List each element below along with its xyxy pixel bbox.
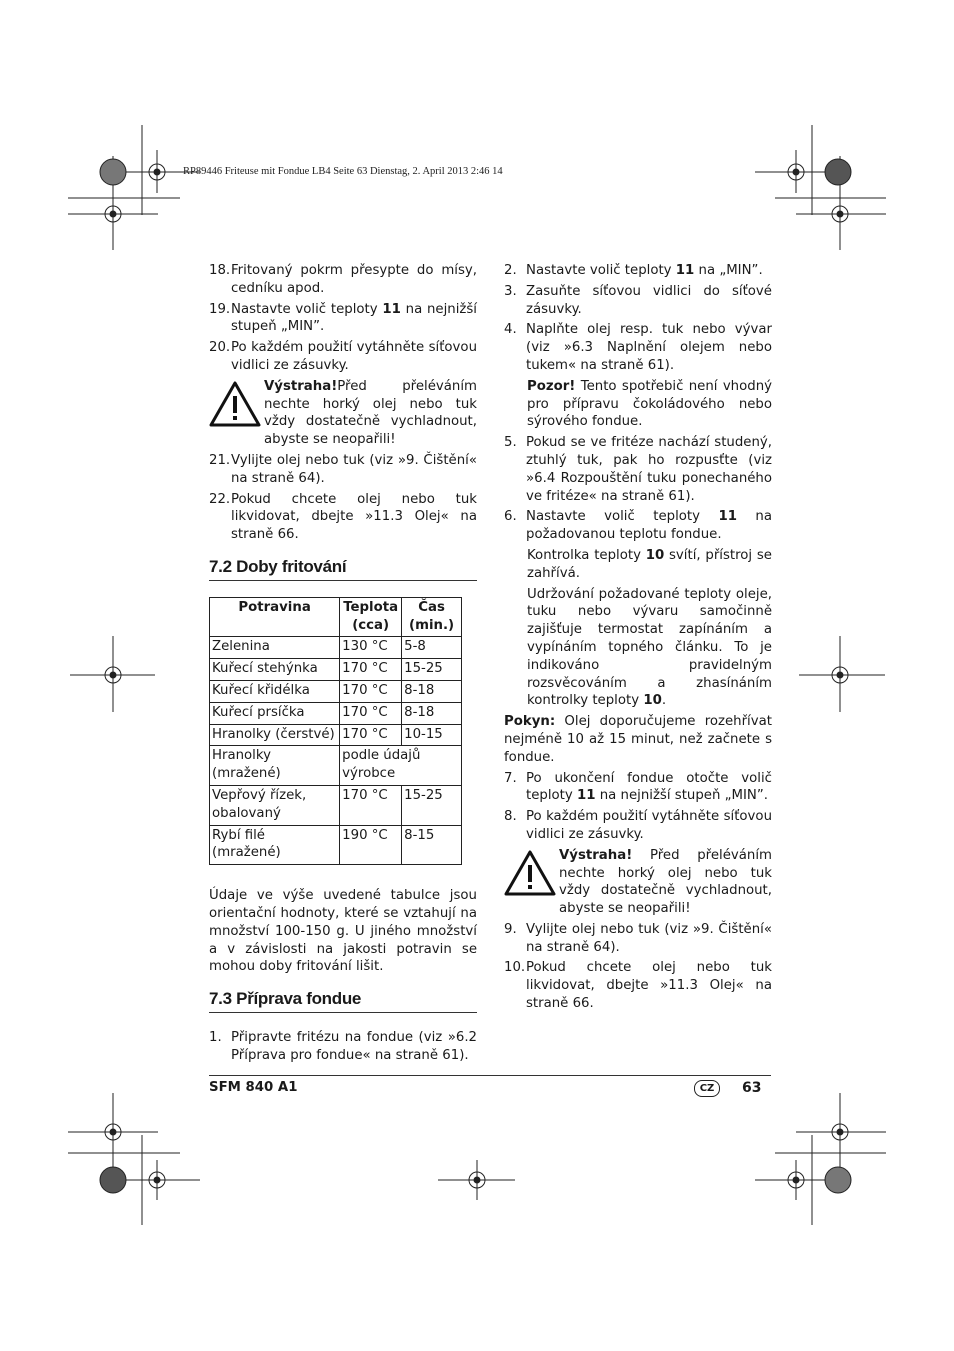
cell-time: 5-8: [402, 637, 462, 659]
list-item: [504, 921, 772, 957]
cell-temperature: 170 °C: [340, 785, 402, 825]
cell-temperature: 170 °C: [340, 724, 402, 746]
item-text: Po ukončení fondue otočte volič teploty 11 na nejnižší stupeň „MIN”.: [526, 770, 772, 804]
item-number: 2.: [504, 263, 517, 278]
item-number: 4.: [504, 322, 517, 338]
item-number: 1.: [209, 1029, 222, 1045]
item-text: Po každém použití vytáhněte síťovou vidlici ze zásuvky.: [231, 340, 477, 373]
item-number: 3.: [504, 283, 517, 299]
item-number: 6.: [504, 509, 517, 525]
item-text: Po každém použití vytáhněte síťovou vidlici ze zásuvky.: [526, 809, 772, 842]
list-item: [504, 283, 772, 319]
indicator-note: Kontrolka teploty 10 svítí, přístroj se zahřívá.: [527, 547, 772, 581]
table-header-row: [210, 597, 462, 637]
cell-temperature: podle údajů výrobce: [340, 746, 462, 786]
cell-time: 15-25: [402, 659, 462, 681]
item-number: 20.: [209, 340, 231, 356]
cell-time: 8-18: [402, 680, 462, 702]
item-text: Nastavte volič teploty 11 na „MIN”.: [526, 263, 763, 278]
cell-food: Rybí filé (mražené): [210, 825, 340, 865]
list-item: [504, 508, 772, 544]
cell-time: 8-18: [402, 702, 462, 724]
warning-text: Výstraha!Před přeléváním nechte horký olej nebo tuk vždy dostatečně vychladnout, abyste se neopařili!: [264, 378, 477, 448]
item-text: Fritovaný pokrm přesypte do mísy, cedníku apod.: [231, 263, 477, 296]
table-row: [210, 825, 462, 865]
table-row: [210, 680, 462, 702]
cell-food: Zelenina: [210, 637, 340, 659]
item-number: 8.: [504, 809, 517, 825]
item-number: 21.: [209, 452, 231, 468]
item-text: Vylijte olej nebo tuk (viz »9. Čištění« na straně 64).: [231, 452, 477, 486]
list-item: [209, 491, 477, 544]
list-item: [504, 770, 772, 806]
item-text: Pokud se ve fritéze nachází studený, ztuhlý tuk, pak ho rozpusťte (viz »6.4 Rozpouštění tuku ponechaného ve fritéze« na straně 61).: [526, 435, 772, 504]
column-header: Teplota (cca): [340, 597, 402, 637]
table-row: [210, 746, 462, 786]
cell-temperature: 190 °C: [340, 825, 402, 865]
table-note: Údaje ve výše uvedené tabulce jsou orientační hodnoty, které se vztahují na množství 100-150 g. U jiného množství a v závislosti na jakosti potravin se mohou doby fritování lišit.: [209, 888, 477, 975]
thermostat-note: Udržování požadované teploty oleje, tuku nebo vývaru samočinně zajišťuje termostat zapínáním a vypínáním topného článku. To je indikováno pravidelným rozsvěcováním a zhasínáním kontrolky teploty 10.: [527, 586, 772, 709]
page-number: 63: [742, 1080, 762, 1096]
list-item: [504, 434, 772, 505]
table-row: [210, 637, 462, 659]
list-item: [209, 339, 477, 375]
left-column: [209, 262, 477, 1067]
warning-block: [504, 847, 772, 918]
cell-time: 10-15: [402, 724, 462, 746]
item-text: Vylijte olej nebo tuk (viz »9. Čištění« na straně 64).: [526, 921, 772, 955]
item-number: 7.: [504, 770, 517, 786]
footer-rule: [209, 1075, 771, 1076]
cell-time: 8-15: [402, 825, 462, 865]
item-number: 19.: [209, 301, 231, 317]
table-row: [210, 702, 462, 724]
table-row: [210, 785, 462, 825]
item-text: Zasuňte síťovou vidlici do síťové zásuvky.: [526, 283, 772, 317]
warning-triangle-icon: [209, 380, 261, 428]
caution-note: Pozor! Tento spotřebič není vhodný pro přípravu čokoládového nebo sýrového fondue.: [527, 378, 772, 430]
item-number: 18.: [209, 263, 231, 278]
cell-food: Kuřecí křidélka: [210, 680, 340, 702]
warning-block: [209, 378, 477, 449]
item-text: Nastavte volič teploty 11 na požadovanou teplotu fondue.: [526, 509, 772, 543]
item-number: 5.: [504, 435, 517, 451]
language-badge: CZ: [694, 1080, 720, 1097]
item-text: Nastavte volič teploty 11 na nejnižší stupeň „MIN”.: [231, 301, 478, 335]
section-heading-7-2: 7.2 Doby fritování: [209, 558, 477, 581]
list-item: [209, 1029, 477, 1065]
list-item: [209, 262, 477, 298]
column-header: Potravina: [210, 597, 340, 637]
list-item: [504, 808, 772, 844]
cell-food: Kuřecí stehýnka: [210, 659, 340, 681]
warning-triangle-icon: [504, 849, 556, 897]
cell-temperature: 170 °C: [340, 680, 402, 702]
item-number: 22.: [209, 491, 231, 507]
item-text: Naplňte olej resp. tuk nebo vývar (viz »6.3 Naplnění olejem nebo tukem« na straně 61).: [526, 322, 772, 373]
cell-temperature: 170 °C: [340, 659, 402, 681]
list-item: [209, 301, 477, 337]
list-item: [504, 959, 772, 1012]
right-column: [504, 262, 772, 1016]
item-number: 10.: [504, 960, 526, 976]
column-header: Čas (min.): [402, 597, 462, 637]
cell-food: Vepřový řízek, obalovaný: [210, 785, 340, 825]
item-text: Pokud chcete olej nebo tuk likvidovat, dbejte »11.3 Olej« na straně 66.: [526, 960, 772, 1012]
list-item: [209, 452, 477, 488]
item-text: Pokud chcete olej nebo tuk likvidovat, dbejte »11.3 Olej« na straně 66.: [231, 491, 477, 543]
cell-food: Hranolky (mražené): [210, 746, 340, 786]
print-header: RP89446 Friteuse mit Fondue LB4 Seite 63 Dienstag, 2. April 2013 2:46 14: [183, 166, 503, 177]
cell-time: 15-25: [402, 785, 462, 825]
item-number: 9.: [504, 921, 517, 937]
table-row: [210, 724, 462, 746]
cell-temperature: 170 °C: [340, 702, 402, 724]
model-number: SFM 840 A1: [209, 1080, 298, 1095]
tip-note: Pokyn: Olej doporučujeme rozehřívat nejméně 10 až 15 minut, než začnete s fondue.: [504, 714, 772, 765]
item-text: Připravte fritézu na fondue (viz »6.2 Příprava pro fondue« na straně 61).: [231, 1029, 477, 1063]
warning-text: Výstraha! Před přeléváním nechte horký olej nebo tuk vždy dostatečně vychladnout, abyste se neopařili!: [559, 847, 772, 917]
table-row: [210, 659, 462, 681]
section-heading-7-3: 7.3 Příprava fondue: [209, 990, 477, 1013]
frying-times-table: [209, 597, 462, 865]
cell-food: Kuřecí prsíčka: [210, 702, 340, 724]
cell-temperature: 130 °C: [340, 637, 402, 659]
cell-food: Hranolky (čerstvé): [210, 724, 340, 746]
list-item: [504, 262, 772, 280]
list-item: [504, 321, 772, 374]
